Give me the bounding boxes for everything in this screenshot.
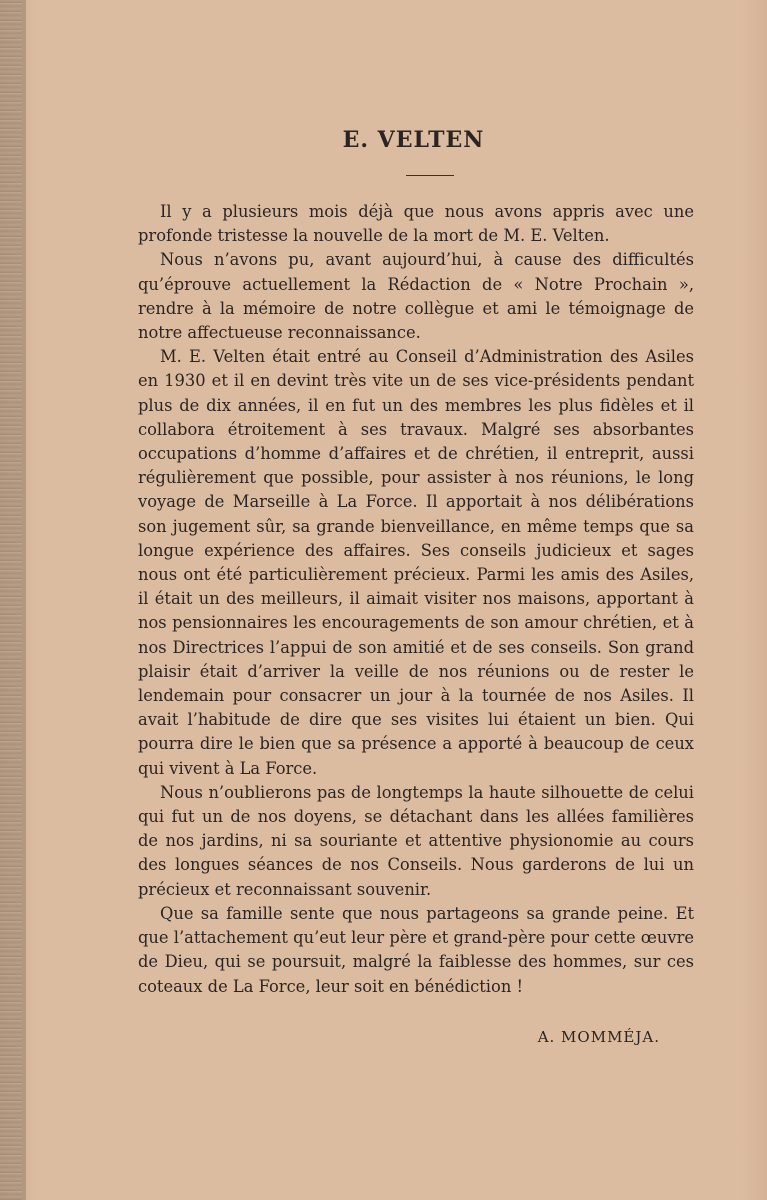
paragraph-5: Que sa famille sente que nous partageons sa grande peine. Et que l’attachement qu’eut leur père et grand-père pour cette œuvre de Dieu, qui se poursuit, malgré la faiblesse des hommes, sur ces coteaux de La Force, leur soit en bénédiction ! (138, 903, 694, 996)
paragraph-4: Nous n’oublierons pas de longtemps la haute silhouette de celui qui fut un de nos doyens, se détachant dans les allées familières de nos jardins, ni sa souriante et attentive physionomie au cours des longues séances de nos Conseils. Nous garderons de lui un précieux et reconnaissant souvenir. (138, 782, 694, 899)
paragraph-2: Nous n’avons pu, avant aujourd’hui, à cause des difficultés qu’éprouve actuellement la Rédaction de « Notre Prochain », rendre à la mémoire de notre collègue et ami le témoignage de notre affectueuse reconnaissance. (138, 250, 694, 343)
binding-edge (22, 0, 26, 1200)
article-title: E. VELTEN (342, 127, 485, 153)
paragraph-1: Il y a plusieurs mois déjà que nous avons appris avec une profonde tristesse la nouvelle de la mort de M. E. Velten. (138, 202, 694, 246)
paragraph-3: M. E. Velten était entré au Conseil d’Administration des Asiles en 1930 et il en devint très vite un de ses vice-présidents pendant plus de dix années, il en fut un des membres les plus fidèles et il collabora étroitement à ses travaux. Malgré ses absorbantes occupations d’homme d’affaires et de chrétien, il entreprit, aussi régulièrement que possible, pour assister à nos réunions, le long voyage de Marseille à La Force. Il apportait à nos délibérations son jugement sûr, sa grande bienveillance, en même temps que sa longue expérience des affaires. Ses conseils judicieux et sages nous ont été particulièrement précieux. Parmi les amis des Asiles, il était un des meilleurs, il aimait visiter nos maisons, apportant à nos pensionnaires les encouragements de son amour chrétien, et à nos Directrices l’appui de son amitié et de ses conseils. Son grand plaisir était d’arriver la veille de nos réunions ou de rester le lendemain pour consacrer un jour à la tournée de nos Asiles. Il avait l’habitude de dire que ses visites lui étaient un bien. Qui pourra dire le bien que sa présence a apporté à beaucoup de ceux qui vivent à La Force. (138, 347, 694, 778)
author-signature: A. MOMMÉJA. (537, 1028, 660, 1046)
title-divider (406, 175, 454, 176)
article-body (138, 200, 694, 999)
book-binding (0, 0, 22, 1200)
